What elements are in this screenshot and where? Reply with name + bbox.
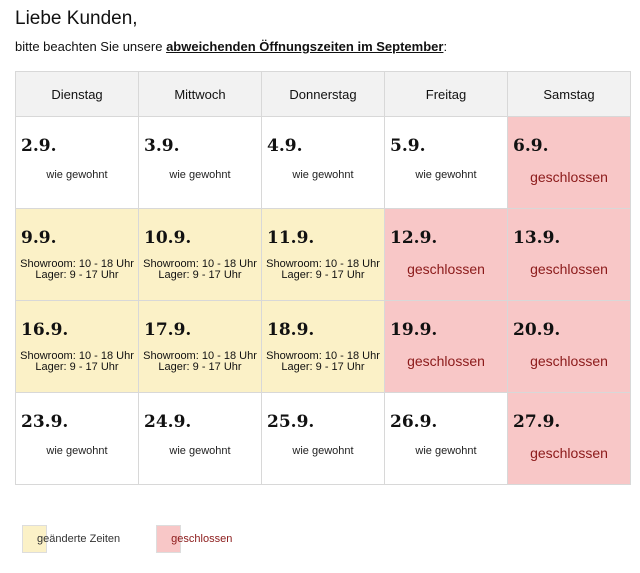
normal-hours-label: wie gewohnt [46,169,108,181]
day-date: 16.9. [21,320,69,340]
day-cell [385,393,508,485]
closed-label: geschlossen [530,169,608,185]
normal-hours-label: wie gewohnt [415,445,477,457]
day-date: 3.9. [144,136,180,156]
day-date: 4.9. [267,136,303,156]
legend [22,525,232,553]
closed-label: geschlossen [530,353,608,369]
day-date: 19.9. [390,320,438,340]
weekday-header: Mittwoch [139,72,262,117]
closed-label: geschlossen [407,261,485,277]
normal-hours-label: wie gewohnt [292,169,354,181]
day-cell [16,393,139,485]
normal-hours-label: wie gewohnt [169,169,231,181]
day-cell [16,301,139,393]
greeting-heading: Liebe Kunden, [15,8,138,29]
day-date: 9.9. [21,228,57,248]
showroom-hours: Showroom: 10 - 18 Uhr [266,350,380,362]
day-date: 27.9. [513,412,561,432]
changed-hours [16,351,138,373]
day-cell [508,301,631,393]
weekday-header: Freitag [385,72,508,117]
changed-hours [262,259,384,281]
day-cell [16,209,139,301]
day-cell [262,209,385,301]
legend-closed-label: geschlossen [171,533,233,545]
day-date: 18.9. [267,320,315,340]
warehouse-hours: Lager: 9 - 17 Uhr [158,269,242,281]
closed-label: geschlossen [530,261,608,277]
intro-prefix: bitte beachten Sie unsere [15,39,167,54]
opening-hours-table [15,71,631,485]
weekday-header: Dienstag [16,72,139,117]
day-date: 6.9. [513,136,549,156]
day-cell [508,393,631,485]
day-date: 24.9. [144,412,192,432]
calendar-body [16,117,631,485]
day-cell [262,117,385,209]
warehouse-hours: Lager: 9 - 17 Uhr [281,361,365,373]
changed-hours [139,259,261,281]
week-row [16,393,631,485]
week-row [16,301,631,393]
week-row [16,209,631,301]
day-cell [385,301,508,393]
day-cell [139,209,262,301]
closed-label: geschlossen [407,353,485,369]
opening-hours-link[interactable]: abweichenden Öffnungszeiten im September [166,39,444,54]
showroom-hours: Showroom: 10 - 18 Uhr [20,350,134,362]
day-date: 10.9. [144,228,192,248]
day-date: 23.9. [21,412,69,432]
day-cell [508,209,631,301]
legend-changed-label: geänderte Zeiten [37,533,121,545]
normal-hours-label: wie gewohnt [292,445,354,457]
showroom-hours: Showroom: 10 - 18 Uhr [143,258,257,270]
day-date: 25.9. [267,412,315,432]
warehouse-hours: Lager: 9 - 17 Uhr [35,361,119,373]
day-date: 11.9. [267,228,315,248]
day-cell [139,393,262,485]
intro-text [15,39,447,54]
day-cell [139,301,262,393]
normal-hours-label: wie gewohnt [415,169,477,181]
normal-hours-label: wie gewohnt [169,445,231,457]
day-date: 26.9. [390,412,438,432]
day-cell [262,301,385,393]
week-row [16,117,631,209]
normal-hours-label: wie gewohnt [46,445,108,457]
changed-hours [139,351,261,373]
weekday-header: Donnerstag [262,72,385,117]
day-date: 20.9. [513,320,561,340]
day-cell [385,209,508,301]
day-date: 12.9. [390,228,438,248]
warehouse-hours: Lager: 9 - 17 Uhr [158,361,242,373]
changed-hours [262,351,384,373]
changed-hours [16,259,138,281]
weekday-header: Samstag [508,72,631,117]
closed-label: geschlossen [530,445,608,461]
intro-suffix: : [443,39,448,54]
showroom-hours: Showroom: 10 - 18 Uhr [20,258,134,270]
day-date: 2.9. [21,136,57,156]
weekday-header-row [16,72,631,117]
day-date: 13.9. [513,228,561,248]
day-cell [508,117,631,209]
day-cell [385,117,508,209]
day-cell [262,393,385,485]
day-cell [139,117,262,209]
day-cell [16,117,139,209]
day-date: 5.9. [390,136,426,156]
showroom-hours: Showroom: 10 - 18 Uhr [143,350,257,362]
warehouse-hours: Lager: 9 - 17 Uhr [35,269,119,281]
showroom-hours: Showroom: 10 - 18 Uhr [266,258,380,270]
day-date: 17.9. [144,320,192,340]
warehouse-hours: Lager: 9 - 17 Uhr [281,269,365,281]
